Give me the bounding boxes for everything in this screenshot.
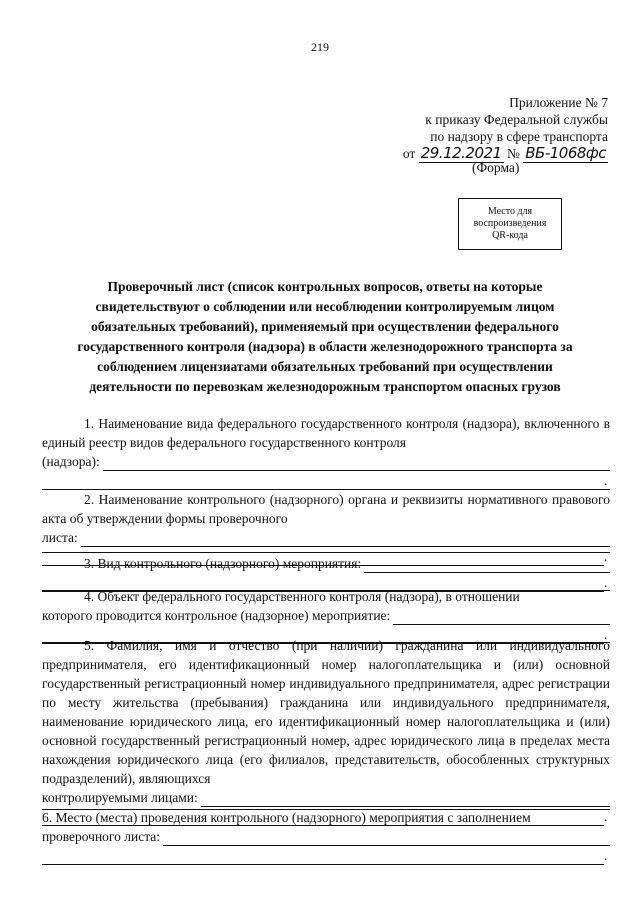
item-1-blank-line[interactable] <box>42 471 610 490</box>
item-4-text: 4. Объект федерального государственного контроля (надзора), в отношении <box>84 589 520 604</box>
qr-code-placeholder <box>458 198 562 250</box>
item-1 <box>42 414 610 490</box>
qr-box-line-2: воспроизведения <box>473 218 547 229</box>
item-3-end-mark: . <box>604 575 608 590</box>
appendix-line-1: Приложение № 7 <box>509 95 608 110</box>
number-label: № <box>506 146 520 161</box>
item-6-text: 6. Место (места) проведения контрольного (надзорного) мероприятия с заполнением <box>42 810 531 825</box>
appendix-header <box>403 94 608 163</box>
item-5-tail: контролируемыми лицами: <box>42 790 198 805</box>
item-2-fill-line[interactable] <box>42 528 610 547</box>
item-3-fill-line[interactable] <box>42 554 610 573</box>
item-5-text: 5. Фамилия, имя и отчество (при наличии) гражданина или индивидуального предпринимателя, его идентификационный номер налогоплательщика и (или) основной государственный регистрационный номер индивидуального предпринимателя, адрес регистрации по месту жительства (пребывания) гражданина или индивидуального предпринимателя, наименование юридического лица, его идентификационный номер налогоплательщика и (или) основной государственный регистрационный номер, адрес юридического лица в пределах места нахождения юридического лица (его филиалов, представительств, обособленных структурных подразделений), являющихся <box>42 638 610 786</box>
item-1-end-mark: . <box>604 473 608 488</box>
qr-box-line-3: QR-кода <box>492 230 528 241</box>
item-5 <box>42 636 610 826</box>
item-6-end-mark: . <box>604 848 608 863</box>
item-3-text: 3. Вид контрольного (надзорного) мероприятия: <box>84 556 362 571</box>
item-2-text: 2. Наименование контрольного (надзорного) органа и реквизиты нормативного правового акта об утверждении формы проверочного <box>42 492 610 526</box>
form-label: (Форма) <box>472 160 520 175</box>
item-4-tail: которого проводится контрольное (надзорное) мероприятие: <box>42 608 391 623</box>
item-4-fill-line[interactable] <box>42 606 610 625</box>
item-5-fill-line[interactable] <box>42 788 610 807</box>
item-1-fill-line[interactable] <box>42 452 610 471</box>
item-2-end-mark: . <box>604 549 608 564</box>
item-4-end-mark: . <box>604 627 608 642</box>
handwritten-order-number: ВБ-1068фс <box>525 144 606 162</box>
qr-box-line-1: Место для <box>487 206 533 217</box>
appendix-line-2: к приказу Федеральной службы <box>425 112 608 127</box>
separator-line <box>42 552 610 553</box>
from-label: от <box>402 146 416 161</box>
item-6-tail: проверочного листа: <box>42 829 161 844</box>
document-title: Проверочный лист (список контрольных вопросов, ответы на которые свидетельствуют о соблюдении или несоблюдении контролируемым лицом обязательных требований), применяемый при осуществлении федерального государственного контроля (надзора) в области железнодорожного транспорта за соблюдением лицензиатами обязательных требований при осуществлении деятельности по перевозкам железнодорожным транспортом опасных грузов <box>77 279 573 394</box>
item-1-text: 1. Наименование вида федерального государственного контроля (надзора), включенного в единый реестр видов федерального государственного контроля <box>42 416 610 450</box>
appendix-line-3: по надзору в сфере транспорта <box>430 129 608 144</box>
item-5-end-mark: . <box>604 809 608 824</box>
item-6 <box>42 808 610 865</box>
item-6-blank-line[interactable] <box>42 846 610 865</box>
handwritten-date: 29.12.2021 <box>420 144 502 162</box>
item-1-tail: (надзора): <box>42 454 100 469</box>
item-6-fill-line[interactable] <box>42 827 610 846</box>
item-2-tail: листа: <box>42 530 78 545</box>
page-number: 219 <box>311 40 329 54</box>
